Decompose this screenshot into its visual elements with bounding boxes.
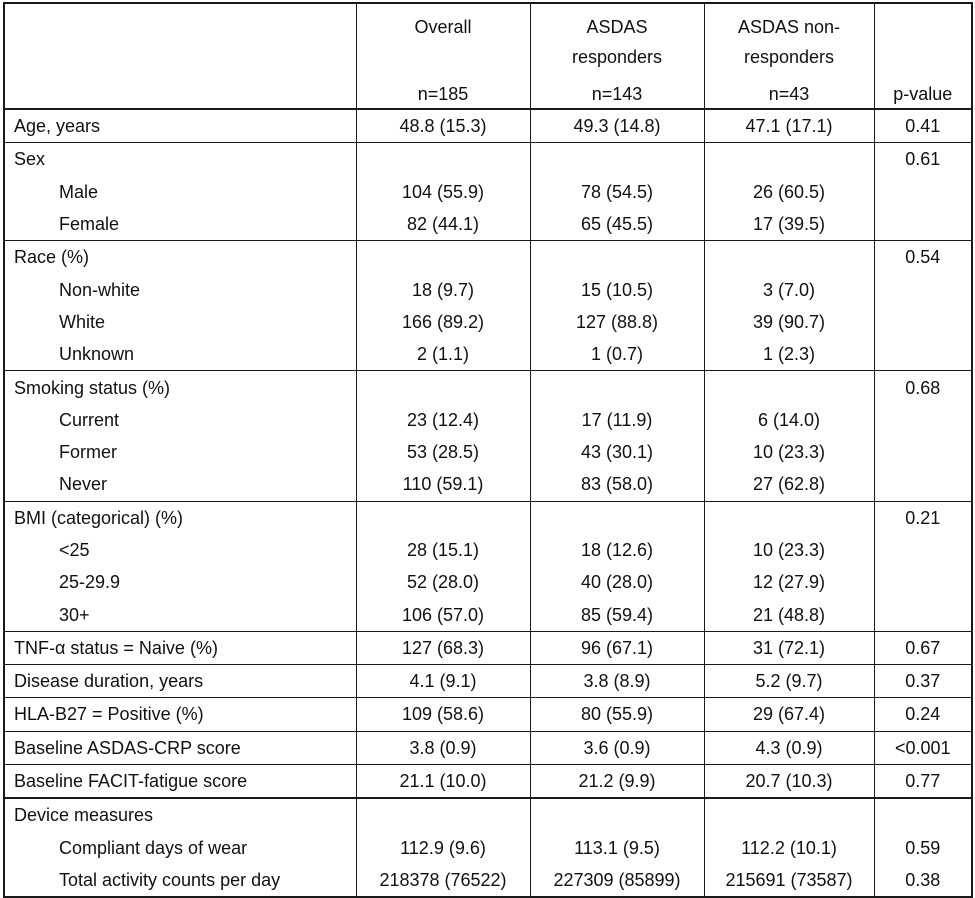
cell-p-value: 0.77	[874, 764, 972, 798]
table-row	[4, 371, 972, 404]
cell-non-responders	[704, 371, 874, 404]
cell-overall: 109 (58.6)	[356, 698, 530, 731]
header-non-responders-n: n=43	[768, 84, 810, 104]
cell-non-responders: 20.7 (10.3)	[704, 764, 874, 798]
row-label: Compliant days of wear	[4, 832, 356, 864]
table-row	[4, 798, 972, 831]
cell-non-responders: 3 (7.0)	[704, 273, 874, 305]
row-label: BMI (categorical) (%)	[4, 501, 356, 534]
header-p-value-label: p-value	[893, 84, 953, 104]
cell-p-value: 0.61	[874, 143, 972, 176]
table-row	[4, 631, 972, 664]
row-label: Smoking status (%)	[4, 371, 356, 404]
row-label: Former	[4, 436, 356, 468]
table-row	[4, 109, 972, 143]
cell-non-responders: 6 (14.0)	[704, 404, 874, 436]
baseline-characteristics-table	[3, 2, 973, 898]
row-label: Female	[4, 208, 356, 241]
cell-responders: 15 (10.5)	[530, 273, 704, 305]
cell-p-value: 0.68	[874, 371, 972, 404]
cell-overall: 166 (89.2)	[356, 306, 530, 338]
cell-non-responders: 10 (23.3)	[704, 436, 874, 468]
table-row	[4, 176, 972, 208]
cell-p-value	[874, 273, 972, 305]
cell-p-value: 0.54	[874, 241, 972, 274]
row-label: Male	[4, 176, 356, 208]
cell-responders	[530, 798, 704, 831]
row-label: HLA-B27 = Positive (%)	[4, 698, 356, 731]
cell-p-value: 0.38	[905, 869, 941, 890]
cell-p-value	[874, 468, 972, 501]
table-row	[4, 566, 972, 598]
cell-overall: 106 (57.0)	[356, 598, 530, 631]
header-responders	[530, 3, 704, 109]
cell-responders: 3.6 (0.9)	[530, 731, 704, 764]
cell-overall: 104 (55.9)	[356, 176, 530, 208]
cell-overall	[356, 501, 530, 534]
cell-p-value	[874, 534, 972, 566]
table-row	[4, 832, 972, 864]
header-label-column	[4, 3, 356, 109]
cell-responders	[530, 143, 704, 176]
cell-overall: 48.8 (15.3)	[356, 109, 530, 143]
cell-overall	[356, 798, 530, 831]
table-row	[4, 598, 972, 631]
cell-p-value: 0.37	[874, 665, 972, 698]
cell-non-responders: 1 (2.3)	[704, 338, 874, 371]
cell-overall: 82 (44.1)	[356, 208, 530, 241]
cell-p-value: 0.24	[874, 698, 972, 731]
table-row	[4, 208, 972, 241]
row-label: Unknown	[4, 338, 356, 371]
cell-p-value: <0.001	[874, 731, 972, 764]
cell-responders: 85 (59.4)	[530, 598, 704, 631]
table-row	[4, 241, 972, 274]
cell-overall: 18 (9.7)	[356, 273, 530, 305]
cell-responders: 96 (67.1)	[530, 631, 704, 664]
row-label: Baseline FACIT-fatigue score	[4, 764, 356, 798]
cell-non-responders	[704, 798, 874, 831]
table-row	[4, 404, 972, 436]
cell-p-value	[874, 566, 972, 598]
row-label: Race (%)	[4, 241, 356, 274]
row-label: Baseline ASDAS-CRP score	[4, 731, 356, 764]
table-row	[4, 273, 972, 305]
cell-non-responders: 47.1 (17.1)	[704, 109, 874, 143]
table-row	[4, 501, 972, 534]
cell-responders: 80 (55.9)	[530, 698, 704, 731]
header-row	[4, 3, 972, 109]
cell-p-value: 0.41	[905, 116, 941, 137]
row-label: Never	[4, 468, 356, 501]
cell-p-value: 0.67	[874, 631, 972, 664]
cell-non-responders: 29 (67.4)	[704, 698, 874, 731]
cell-responders: 65 (45.5)	[530, 208, 704, 241]
cell-non-responders: 27 (62.8)	[704, 468, 874, 501]
cell-responders	[530, 241, 704, 274]
cell-non-responders: 21 (48.8)	[704, 598, 874, 631]
header-responders-n: n=143	[591, 84, 643, 104]
cell-p-value: 0.21	[874, 501, 972, 534]
cell-overall: 2 (1.1)	[356, 338, 530, 371]
cell-responders: 17 (11.9)	[530, 404, 704, 436]
row-label: Current	[4, 404, 356, 436]
cell-responders	[530, 371, 704, 404]
table-row	[4, 731, 972, 764]
cell-overall: 218378 (76522)	[356, 864, 530, 897]
cell-responders: 21.2 (9.9)	[530, 764, 704, 798]
cell-responders: 127 (88.8)	[530, 306, 704, 338]
cell-overall: 52 (28.0)	[356, 566, 530, 598]
cell-responders: 227309 (85899)	[530, 864, 704, 897]
cell-overall: 21.1 (10.0)	[356, 764, 530, 798]
header-non-responders	[704, 3, 874, 109]
cell-non-responders	[704, 241, 874, 274]
cell-p-value	[874, 598, 972, 631]
cell-non-responders: 17 (39.5)	[704, 208, 874, 241]
row-label: Total activity counts per day	[4, 864, 356, 897]
row-label: TNF-α status = Naive (%)	[4, 631, 356, 664]
table-row	[4, 665, 972, 698]
cell-overall: 110 (59.1)	[356, 468, 530, 501]
table-row	[4, 698, 972, 731]
cell-non-responders: 5.2 (9.7)	[704, 665, 874, 698]
cell-non-responders: 26 (60.5)	[704, 176, 874, 208]
cell-overall: 4.1 (9.1)	[356, 665, 530, 698]
cell-responders: 43 (30.1)	[530, 436, 704, 468]
cell-overall: 53 (28.5)	[356, 436, 530, 468]
cell-non-responders: 39 (90.7)	[704, 306, 874, 338]
cell-overall	[356, 143, 530, 176]
cell-overall: 112.9 (9.6)	[356, 832, 530, 864]
cell-p-value: 0.59	[905, 837, 941, 858]
table-row	[4, 468, 972, 501]
cell-responders: 113.1 (9.5)	[530, 832, 704, 864]
cell-non-responders: 31 (72.1)	[704, 631, 874, 664]
cell-responders: 18 (12.6)	[530, 534, 704, 566]
cell-p-value	[874, 338, 972, 371]
cell-overall: 28 (15.1)	[356, 534, 530, 566]
cell-overall	[356, 241, 530, 274]
cell-non-responders	[704, 143, 874, 176]
table-body	[4, 109, 972, 897]
table-row	[4, 864, 972, 897]
cell-overall: 3.8 (0.9)	[356, 731, 530, 764]
cell-responders: 3.8 (8.9)	[530, 665, 704, 698]
cell-p-value	[874, 208, 972, 241]
header-non-responders-label: ASDAS non-responders	[737, 17, 841, 67]
cell-p-value	[874, 176, 972, 208]
row-label: Device measures	[4, 798, 356, 831]
table-row	[4, 534, 972, 566]
table-row	[4, 143, 972, 176]
row-label: <25	[4, 534, 356, 566]
table-row	[4, 338, 972, 371]
table-row	[4, 306, 972, 338]
row-label: Disease duration, years	[4, 665, 356, 698]
cell-p-value	[874, 798, 972, 831]
header-overall-label: Overall	[414, 17, 472, 37]
cell-p-value	[874, 436, 972, 468]
cell-overall	[356, 371, 530, 404]
row-label: White	[4, 306, 356, 338]
cell-overall: 127 (68.3)	[356, 631, 530, 664]
cell-p-value	[874, 404, 972, 436]
header-responders-label: ASDAS responders	[571, 17, 663, 67]
row-label: Age, years	[4, 109, 356, 143]
cell-non-responders: 215691 (73587)	[704, 864, 874, 897]
cell-responders	[530, 501, 704, 534]
cell-non-responders	[704, 501, 874, 534]
row-label: Sex	[4, 143, 356, 176]
table-row	[4, 436, 972, 468]
header-overall-n: n=185	[417, 84, 469, 104]
cell-responders: 49.3 (14.8)	[530, 109, 704, 143]
cell-responders: 83 (58.0)	[530, 468, 704, 501]
cell-non-responders: 112.2 (10.1)	[704, 832, 874, 864]
row-label: Non-white	[4, 273, 356, 305]
cell-non-responders: 12 (27.9)	[704, 566, 874, 598]
row-label: 25-29.9	[4, 566, 356, 598]
cell-p-value	[874, 306, 972, 338]
cell-responders: 40 (28.0)	[530, 566, 704, 598]
cell-responders: 1 (0.7)	[530, 338, 704, 371]
cell-overall: 23 (12.4)	[356, 404, 530, 436]
table-row	[4, 764, 972, 798]
cell-responders: 78 (54.5)	[530, 176, 704, 208]
header-p-value	[874, 3, 972, 109]
cell-non-responders: 10 (23.3)	[704, 534, 874, 566]
cell-non-responders: 4.3 (0.9)	[704, 731, 874, 764]
row-label: 30+	[4, 598, 356, 631]
header-overall	[356, 3, 530, 109]
